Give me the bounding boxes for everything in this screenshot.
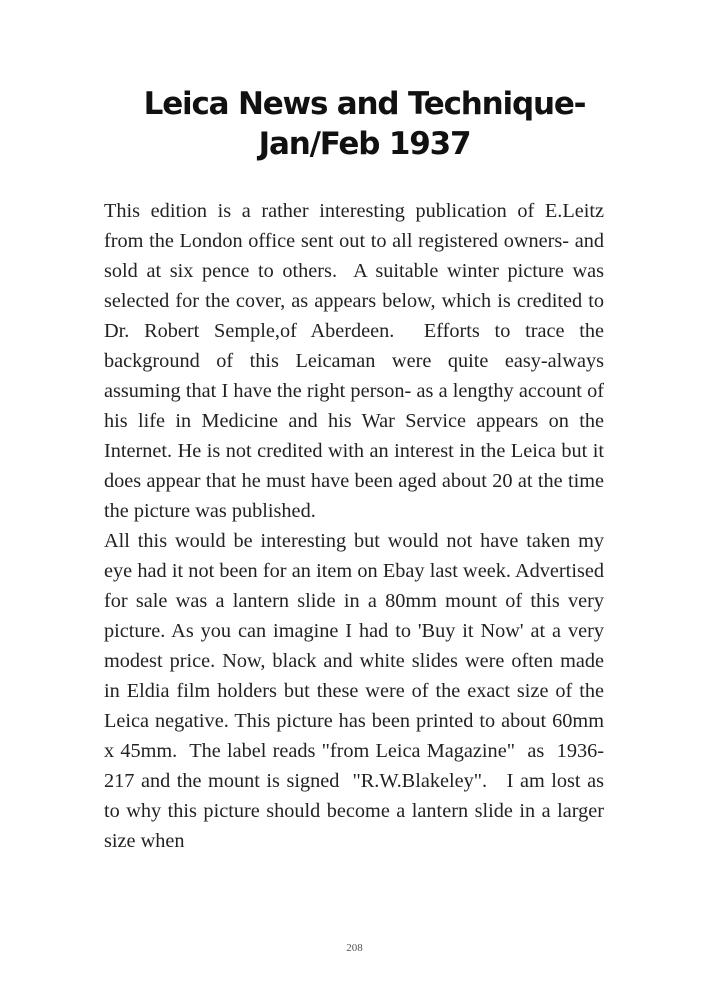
page-title (60, 84, 669, 164)
paragraph-1: This edition is a rather interesting publication of E.Leitz from the London office sent out to all registered owners- and sold at six pence to others. A suitable winter picture was selected for the cover, as appears below, which is credited to Dr. Robert Semple,of Aberdeen. Efforts to trace the background of this Leicaman were quite easy-always assuming that I have the right person- as a lengthy account of his life in Medicine and his War Service appears on the Internet. He is not credited with an interest in the Leica but it does appear that he must have been aged about 20 at the time the picture was published. (104, 200, 610, 522)
title-line-2: Jan/Feb 1937 (258, 126, 471, 162)
paragraph-2: All this would be interesting but would not have taken my eye had it not been for an item on Ebay last week. Advertised for sale was a lantern slide in a 80mm mount of this very picture. As you can imagine I had to 'Buy it Now' at a very modest price. Now, black and white slides were often made in Eldia film holders but these were of the exact size of the Leica negative. This picture has been printed to about 60mm x 45mm. The label reads "from Leica Magazine" as 1936-217 and the mount is signed "R.W.Blakeley". I am lost as to why this picture should become a lantern slide in a larger size when (104, 530, 610, 852)
article-body (104, 196, 610, 856)
title-line-1: Leica News and Technique- (143, 86, 586, 122)
page-number: 208 (346, 942, 363, 954)
